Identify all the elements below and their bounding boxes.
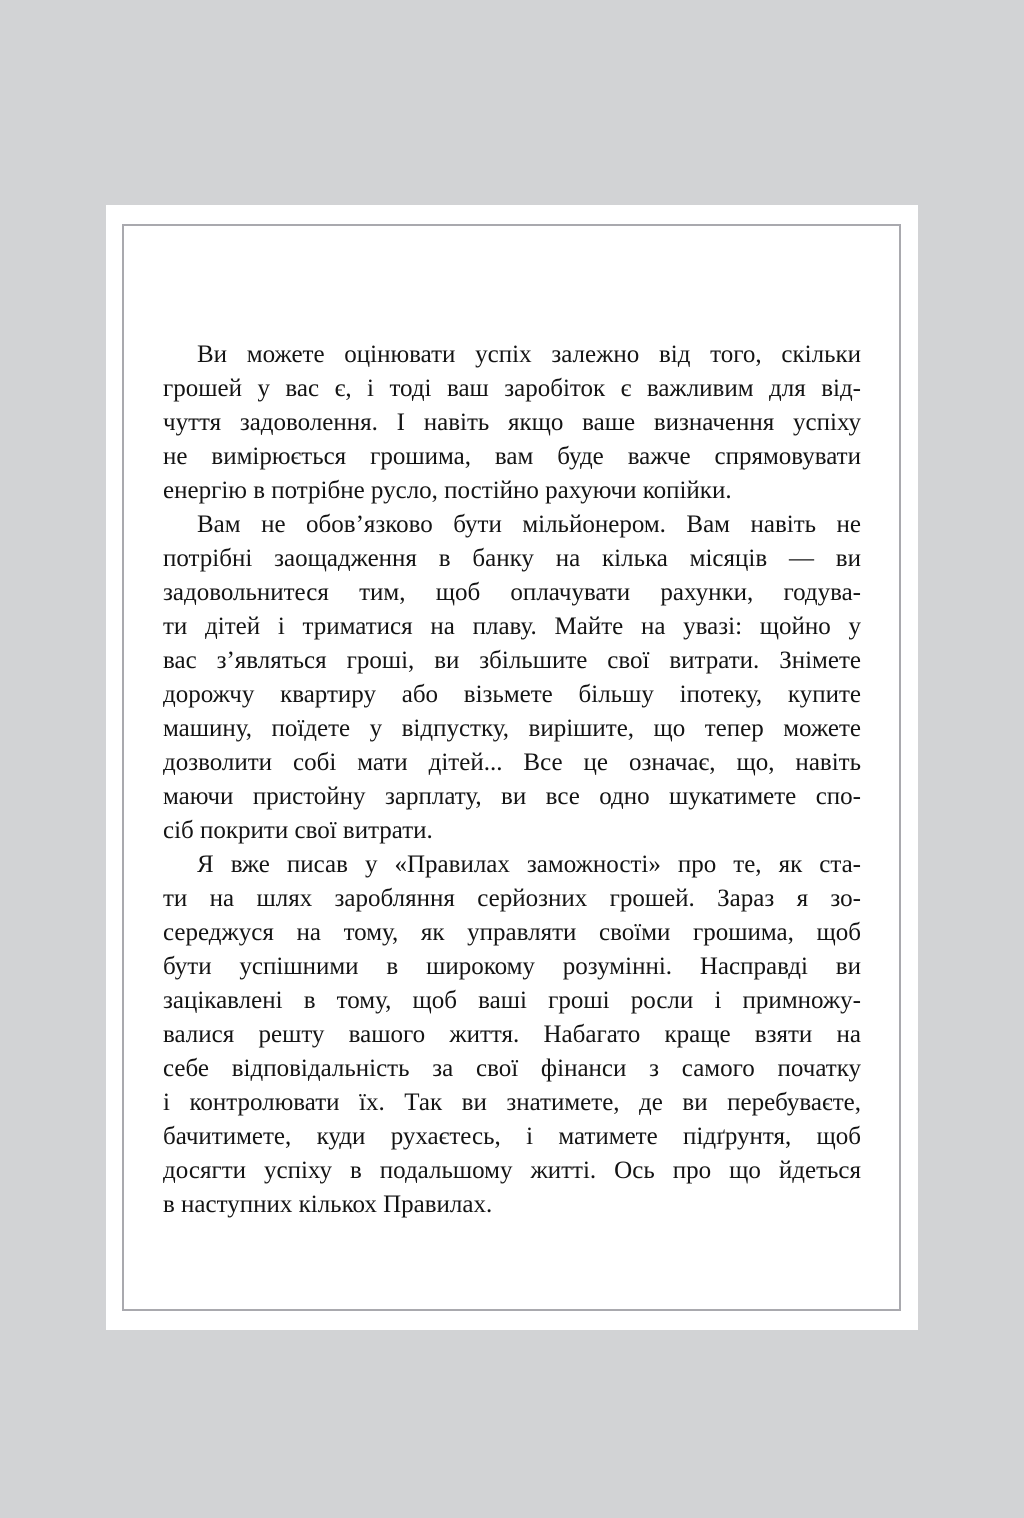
text-line: дорожчу квартиру або візьмете більшу іпотеку, купите xyxy=(163,681,861,708)
text-line: потрібні заощадження в банку на кілька місяців — ви xyxy=(163,545,861,572)
text-line: ти дітей і триматися на плаву. Майте на увазі: щойно у xyxy=(163,613,861,640)
paragraph xyxy=(163,338,861,508)
text-line: валися решту вашого життя. Набагато краще взяти на xyxy=(163,1021,861,1048)
text-line: Вам не обов’язково бути мільйонером. Вам навіть не xyxy=(197,511,861,538)
text-line: себе відповідальність за свої фінанси з самого початку xyxy=(163,1055,861,1082)
text-line: грошей у вас є, і тоді ваш заробіток є важливим для від- xyxy=(163,375,861,402)
text-line: зацікавлені в тому, щоб ваші гроші росли і примножу- xyxy=(163,987,861,1014)
text-line: маючи пристойну зарплату, ви все одно шукатимете спо- xyxy=(163,783,861,810)
paragraph xyxy=(163,848,861,1222)
text-line: вас з’являться гроші, ви збільшите свої витрати. Знімете xyxy=(163,647,861,674)
text-line: чуття задоволення. І навіть якщо ваше визначення успіху xyxy=(163,409,861,436)
page-text-block xyxy=(163,338,861,1222)
book-page xyxy=(106,205,918,1330)
paragraph xyxy=(163,508,861,848)
text-line: дозволити собі мати дітей... Все це означає, що, навіть xyxy=(163,749,861,776)
text-line: машину, поїдете у відпустку, вирішите, що тепер можете xyxy=(163,715,861,742)
text-line: середжуся на тому, як управляти своїми грошима, щоб xyxy=(163,919,861,946)
text-line: Ви можете оцінювати успіх залежно від того, скільки xyxy=(197,341,861,368)
text-line: бачитимете, куди рухаєтесь, і матимете підґрунтя, щоб xyxy=(163,1123,861,1150)
text-line: досягти успіху в подальшому житті. Ось про що йдеться xyxy=(163,1157,861,1184)
text-line: в наступних кількох Правилах. xyxy=(163,1191,493,1218)
text-line: не вимірюється грошима, вам буде важче спрямовувати xyxy=(163,443,861,470)
text-line: бути успішними в широкому розумінні. Насправді ви xyxy=(163,953,861,980)
text-line: енергію в потрібне русло, постійно рахуючи копійки. xyxy=(163,477,732,504)
text-line: Я вже писав у «Правилах заможності» про те, як ста- xyxy=(197,851,861,878)
text-line: ти на шлях заробляння серйозних грошей. Зараз я зо- xyxy=(163,885,861,912)
text-line: сіб покрити свої витрати. xyxy=(163,817,433,844)
text-line: задовольнитеся тим, щоб оплачувати рахунки, годува- xyxy=(163,579,861,606)
text-line: і контролювати їх. Так ви знатимете, де ви перебуваєте, xyxy=(163,1089,861,1116)
